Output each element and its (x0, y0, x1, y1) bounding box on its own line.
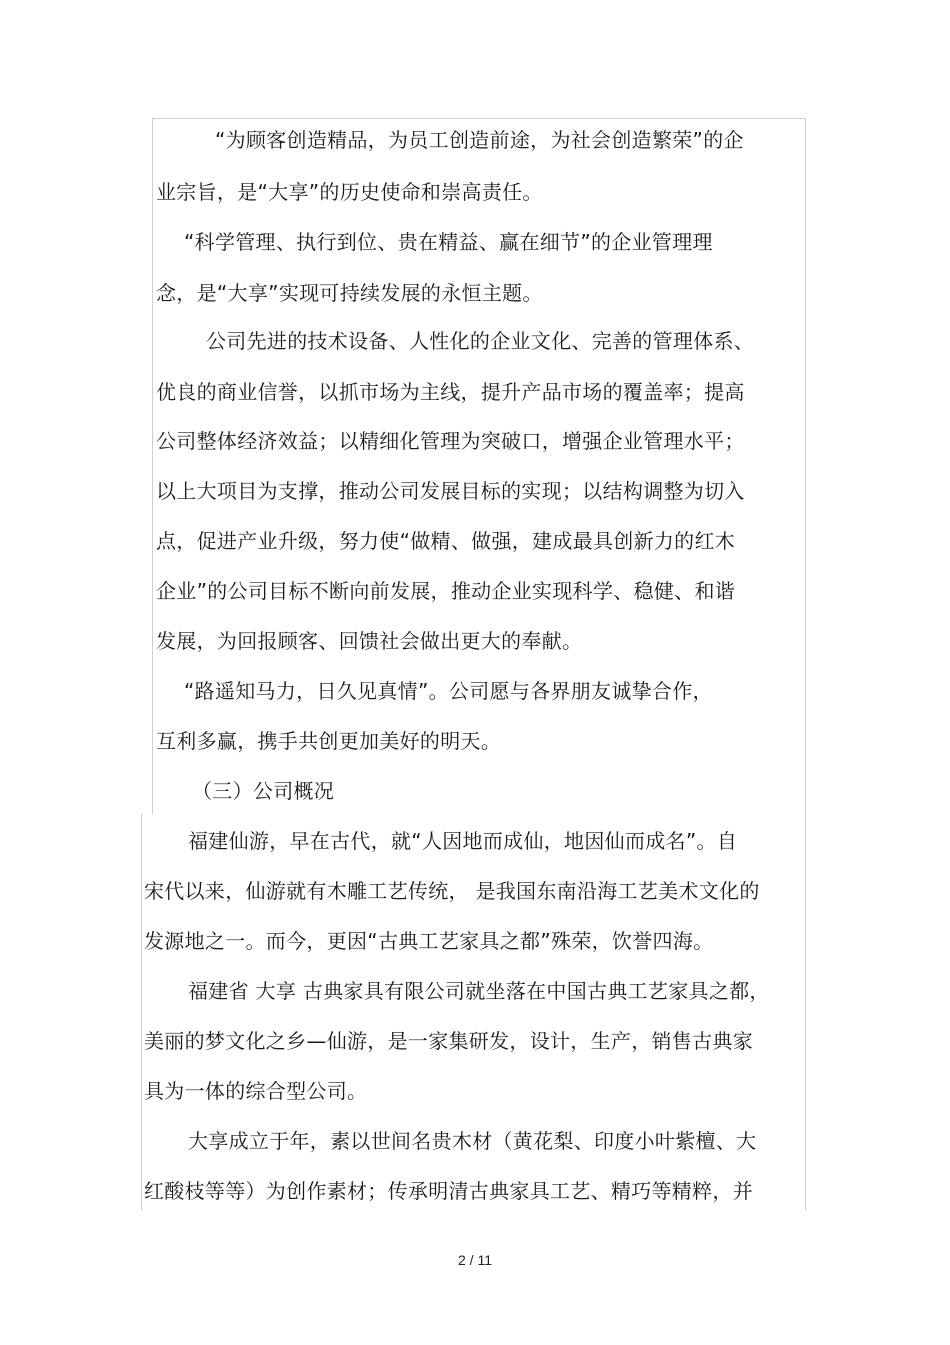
text-line: “为顾客创造精品，为员工创造前途，为社会创造繁荣”的企 (215, 128, 744, 152)
text-line: 公司先进的技术设备、人性化的企业文化、完善的管理体系、 (206, 329, 755, 353)
page-frame-right-border (805, 118, 806, 1210)
text-line: 互利多赢，携手共创更加美好的明天。 (156, 729, 502, 753)
page-frame-top-border (152, 118, 806, 119)
page-frame-lower-left-border (141, 814, 142, 1210)
text-line: 业宗旨，是“大享”的历史使命和崇高责任。 (156, 180, 543, 204)
text-line: 以上大项目为支撑，推动公司发展目标的实现；以结构调整为切入 (156, 479, 745, 503)
text-line: 福建仙游，早在古代，就“人因地而成仙，地因仙而成名”。自 (188, 829, 738, 853)
text-line: 念，是“大享”实现可持续发展的永恒主题。 (156, 281, 543, 305)
text-line: 大享成立于年，素以世间名贵木材（黄花梨、印度小叶紫檀、大 (188, 1129, 757, 1153)
text-line: 红酸枝等等）为创作素材；传承明清古典家具工艺、精巧等精粹，并 (144, 1179, 753, 1203)
text-line: 发展，为回报顾客、回馈社会做出更大的奉献。 (156, 629, 583, 653)
text-line: 发源地之一。而今，更因“古典工艺家具之都”殊荣，饮誉四海。 (144, 929, 714, 953)
text-line: 企业”的公司目标不断向前发展，推动企业实现科学、稳健、和谐 (156, 579, 736, 603)
text-line: 点，促进产业升级，努力使“做精、做强，建成最具创新力的红木 (156, 529, 736, 553)
text-line: 美丽的梦文化之乡—仙游，是一家集研发，设计，生产，销售古典家 (144, 1029, 753, 1053)
section-heading: （三）公司概况 (192, 779, 335, 803)
page-frame-left-border (152, 118, 153, 814)
text-line: “科学管理、执行到位、贵在精益、赢在细节”的企业管理理 (184, 230, 713, 254)
text-line: 具为一体的综合型公司。 (144, 1079, 368, 1103)
text-line: 宋代以来，仙游就有木雕工艺传统， 是我国东南沿海工艺美术文化的 (144, 879, 760, 903)
text-line: “路遥知马力，日久见真情”。公司愿与各界朋友诚挚合作， (184, 679, 713, 703)
text-line: 优良的商业信誉，以抓市场为主线，提升产品市场的覆盖率；提高 (156, 380, 745, 404)
text-line: 公司整体经济效益；以精细化管理为突破口，增强企业管理水平； (156, 429, 745, 453)
page-number: 2 / 11 (458, 1252, 492, 1268)
text-line: 福建省 大享 古典家具有限公司就坐落在中国古典工艺家具之都， (188, 979, 770, 1003)
